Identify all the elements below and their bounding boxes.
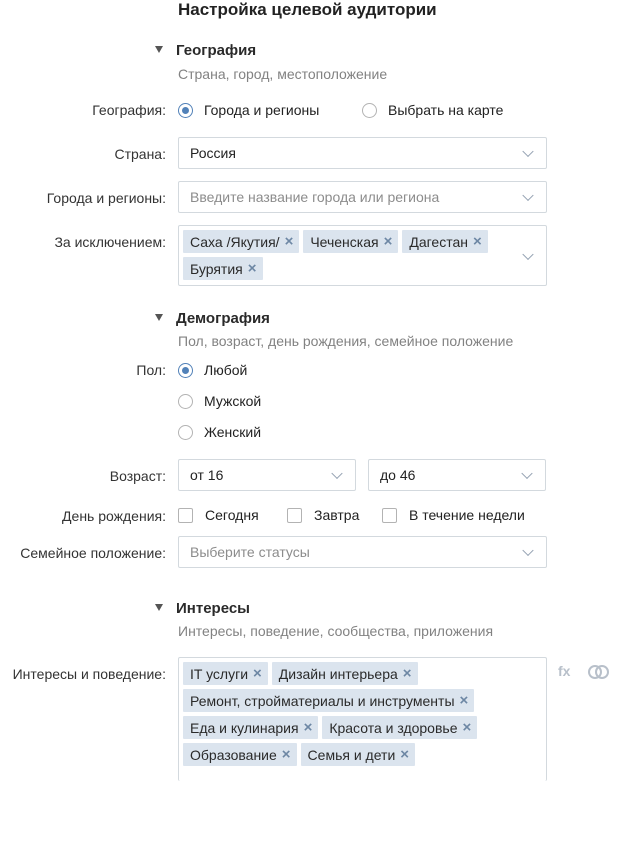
tag-interest xyxy=(301,743,415,766)
section-geo-toggle[interactable] xyxy=(155,42,256,59)
radio-unchecked-icon[interactable] xyxy=(178,394,193,409)
tag-label: Еда и кулинария xyxy=(190,719,299,736)
birthday-today-checkbox[interactable] xyxy=(178,507,259,523)
interests-tag-input[interactable] xyxy=(178,657,547,781)
remove-tag-icon[interactable]: × xyxy=(462,719,472,736)
tag-interest xyxy=(322,716,477,739)
chevron-down-icon xyxy=(522,146,533,157)
remove-tag-icon[interactable]: × xyxy=(303,719,313,736)
sex-label: Пол: xyxy=(136,362,166,378)
tag-interest xyxy=(183,689,474,712)
geo-option-map[interactable] xyxy=(362,102,503,118)
intersect-circles-icon[interactable] xyxy=(588,664,610,680)
collapse-triangle-icon xyxy=(155,46,163,53)
section-interests-subtitle: Интересы, поведение, сообщества, приложения xyxy=(178,623,494,639)
collapse-triangle-icon xyxy=(155,604,163,611)
section-geo-title: География xyxy=(176,42,257,59)
fx-icon[interactable]: fx xyxy=(558,663,571,679)
interests-label: Интересы и поведение: xyxy=(12,666,166,682)
checkbox-icon[interactable] xyxy=(287,508,302,523)
remove-tag-icon[interactable]: × xyxy=(281,746,291,763)
tag-interest xyxy=(272,662,418,685)
birthday-label: День рождения: xyxy=(62,508,166,524)
birthday-tomorrow-checkbox[interactable] xyxy=(287,507,359,523)
chevron-down-icon xyxy=(522,248,533,259)
chevron-down-icon xyxy=(522,190,533,201)
section-interests-title: Интересы xyxy=(176,600,250,617)
age-from-select[interactable] xyxy=(178,459,356,491)
age-from-value: от 16 xyxy=(190,467,224,483)
collapse-triangle-icon xyxy=(155,314,163,321)
remove-tag-icon[interactable]: × xyxy=(247,260,257,277)
tag-interest xyxy=(183,716,318,739)
chevron-down-icon xyxy=(331,468,342,479)
sex-option-male[interactable] xyxy=(178,393,261,409)
tag-label: Саха /Якутия/ xyxy=(190,233,280,250)
remove-tag-icon[interactable]: × xyxy=(284,233,294,250)
remove-tag-icon[interactable]: × xyxy=(253,665,262,682)
geo-option-regions[interactable] xyxy=(178,102,319,118)
geo-label: География: xyxy=(92,102,166,118)
tag-interest xyxy=(183,743,297,766)
chevron-down-icon xyxy=(522,545,533,556)
marital-placeholder: Выберите статусы xyxy=(190,544,310,560)
tag-label: Бурятия xyxy=(190,260,243,277)
cities-placeholder: Введите название города или региона xyxy=(190,189,440,205)
marital-select[interactable] xyxy=(178,536,547,568)
radio-unchecked-icon[interactable] xyxy=(178,425,193,440)
sex-option-any[interactable] xyxy=(178,362,247,378)
radio-checked-icon[interactable] xyxy=(178,103,193,118)
sex-option-any-label: Любой xyxy=(204,362,248,378)
tag-excluded xyxy=(303,230,398,253)
remove-tag-icon[interactable]: × xyxy=(402,665,412,682)
tag-excluded xyxy=(183,230,299,253)
birthday-today-label: Сегодня xyxy=(205,507,259,523)
tag-label: Образование xyxy=(190,746,277,763)
tag-interest xyxy=(183,662,268,685)
tag-excluded xyxy=(183,257,263,280)
section-geo-subtitle: Страна, город, местоположение xyxy=(178,66,388,82)
birthday-tomorrow-label: Завтра xyxy=(314,507,360,523)
marital-label: Семейное положение: xyxy=(20,545,166,561)
chevron-down-icon xyxy=(521,468,532,479)
country-label: Страна: xyxy=(114,146,166,162)
remove-tag-icon[interactable]: × xyxy=(383,233,393,250)
radio-checked-icon[interactable] xyxy=(178,363,193,378)
page-title: Настройка целевой аудитории xyxy=(178,0,437,19)
section-demo-subtitle: Пол, возраст, день рождения, семейное положение xyxy=(178,333,514,349)
tag-label: Семья и дети xyxy=(307,746,396,763)
cities-label: Города и регионы: xyxy=(46,190,166,206)
age-label: Возраст: xyxy=(109,468,166,484)
tag-label: Дизайн интерьера xyxy=(278,665,398,682)
remove-tag-icon[interactable]: × xyxy=(472,233,482,250)
tag-label: IT услуги xyxy=(190,665,249,682)
birthday-week-checkbox[interactable] xyxy=(382,507,525,523)
remove-tag-icon[interactable]: × xyxy=(459,692,469,709)
birthday-week-label: В течение недели xyxy=(409,507,525,523)
remove-tag-icon[interactable]: × xyxy=(400,746,410,763)
radio-unchecked-icon[interactable] xyxy=(362,103,377,118)
sex-option-female[interactable] xyxy=(178,424,261,440)
except-tag-input[interactable] xyxy=(178,225,547,286)
checkbox-icon[interactable] xyxy=(382,508,397,523)
tag-label: Ремонт, стройматериалы и инструменты xyxy=(190,692,455,709)
age-to-select[interactable] xyxy=(368,459,546,491)
age-to-value: до 46 xyxy=(380,467,416,483)
except-label: За исключением: xyxy=(54,234,166,250)
tag-label: Красота и здоровье xyxy=(329,719,458,736)
section-interests-toggle[interactable] xyxy=(155,600,250,617)
tag-excluded xyxy=(402,230,487,253)
tag-label: Дагестан xyxy=(409,233,468,250)
sex-option-female-label: Женский xyxy=(204,424,262,440)
country-select[interactable] xyxy=(178,137,547,169)
geo-option-map-label: Выбрать на карте xyxy=(388,102,504,118)
checkbox-icon[interactable] xyxy=(178,508,193,523)
country-value: Россия xyxy=(190,145,236,161)
section-demo-title: Демография xyxy=(176,310,270,327)
section-demo-toggle[interactable] xyxy=(155,310,270,327)
sex-option-male-label: Мужской xyxy=(204,393,262,409)
tag-label: Чеченская xyxy=(310,233,379,250)
cities-input[interactable] xyxy=(178,181,547,213)
geo-option-regions-label: Города и регионы xyxy=(204,102,320,118)
